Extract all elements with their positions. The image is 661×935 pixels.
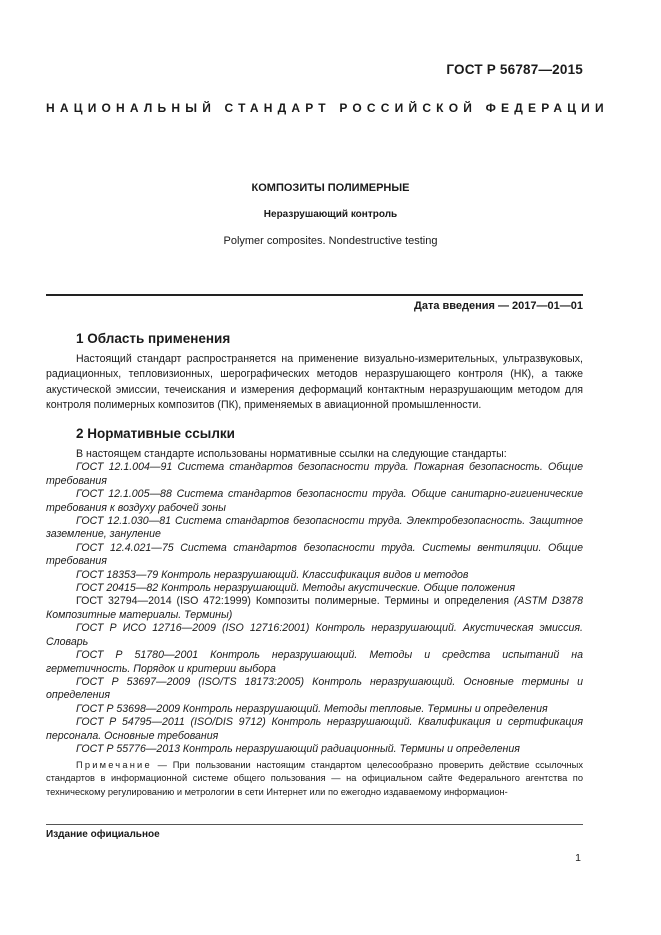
reference-text: ГОСТ Р ИСО 12716—2009 (ISO 12716:2001) Контроль неразрушающий. Акустическая эмиссия. Словарь: [46, 622, 583, 648]
reference-item: [46, 461, 583, 488]
reference-item: [46, 716, 583, 743]
reference-item: [46, 595, 583, 622]
reference-text: ГОСТ Р 53697—2009 (ISO/TS 18173:2005) Контроль неразрушающий. Основные термины и определения: [46, 675, 583, 702]
reference-text: ГОСТ 12.1.005—88 Система стандартов безопасности труда. Общие санитарно-гигиенические требования к воздуху рабочей зоны: [46, 488, 583, 514]
reference-text: ГОСТ 12.1.004—91 Система стандартов безопасности труда. Пожарная безопасность. Общие требования: [46, 461, 583, 487]
reference-item: [46, 488, 583, 515]
document-number: ГОСТ Р 56787—2015: [446, 62, 583, 77]
reference-text: ГОСТ 12.4.021—75 Система стандартов безопасности труда. Системы вентиляции. Общие требования: [46, 541, 583, 568]
reference-text: ГОСТ Р 55776—2013 Контроль неразрушающий радиационный. Термины и определения: [76, 742, 520, 755]
standard-subtitle: Неразрушающий контроль: [263, 209, 398, 220]
section-1-body: [46, 352, 583, 413]
reference-item: [46, 649, 583, 676]
reference-text: ГОСТ 12.1.030—81 Система стандартов безопасности труда. Электробезопасность. Защитное заземление, зануление: [46, 515, 583, 541]
reference-item: [46, 743, 583, 756]
page-number: 1: [575, 852, 581, 864]
reference-suffix: (ASTM D3878 Композитные материалы. Термины): [46, 595, 583, 621]
reference-text: ГОСТ 32794—2014 (ISO 472:1999) Композиты полимерные. Термины и определения: [76, 595, 510, 608]
reference-item: [46, 703, 583, 716]
note-label: Примечание: [76, 760, 152, 770]
reference-item: [46, 515, 583, 542]
reference-item: [46, 676, 583, 703]
section-2-heading: 2 Нормативные ссылки: [76, 426, 235, 441]
reference-text: ГОСТ Р 54795—2011 (ISO/DIS 9712) Контроль неразрушающий. Квалификация и сертификация персонала. Основные требования: [46, 716, 583, 742]
section-1-heading: 1 Область применения: [76, 331, 231, 346]
reference-text: ГОСТ 20415—82 Контроль неразрушающий. Методы акустические. Общие положения: [76, 582, 516, 595]
note-paragraph: [46, 759, 583, 799]
reference-item: [46, 542, 583, 569]
introduction-date: Дата введения — 2017—01—01: [414, 300, 583, 312]
footer-divider: [46, 824, 583, 825]
reference-text: ГОСТ 18353—79 Контроль неразрушающий. Классификация видов и методов: [76, 568, 469, 581]
standard-title: КОМПОЗИТЫ ПОЛИМЕРНЫЕ: [251, 182, 410, 194]
references-intro: В настоящем стандарте использованы нормативные ссылки на следующие стандарты:: [76, 448, 507, 460]
section-1-paragraph: Настоящий стандарт распространяется на применение визуально-измерительных, ультразвуковых, радиационных, тепловизионных, шерографических методов неразрушающего контроля (НК), а также акустической эмиссии, течеискания и измерения деформаций контактным неразрушающим методом для контроля полимерных композитов (ПК), применяемых в авиационной промышленности.: [46, 353, 583, 411]
official-edition-label: Издание официальное: [46, 829, 160, 840]
reference-item: [46, 582, 583, 595]
note-block: [46, 759, 583, 799]
title-divider: [46, 294, 583, 296]
national-standard-banner: НАЦИОНАЛЬНЫЙ СТАНДАРТ РОССИЙСКОЙ ФЕДЕРАЦИИ: [46, 101, 609, 115]
note-text: — При пользовании настоящим стандартом целесообразно проверить действие ссылочных стандартов в информационной системе общего пользования — на официальном сайте Федерального агентства по техническому регулированию и метрологии в сети Интернет или по ежегодно издаваемому информацион-: [46, 760, 583, 797]
reference-text: ГОСТ Р 51780—2001 Контроль неразрушающий. Методы и средства испытаний на герметичность. Порядок и критерии выбора: [46, 649, 583, 675]
reference-text: ГОСТ Р 53698—2009 Контроль неразрушающий. Методы тепловые. Термины и определения: [76, 702, 548, 715]
standard-title-english: Polymer composites. Nondestructive testing: [223, 235, 438, 247]
reference-item: [46, 622, 583, 649]
normative-references-list: [46, 448, 583, 756]
reference-item: [46, 569, 583, 582]
